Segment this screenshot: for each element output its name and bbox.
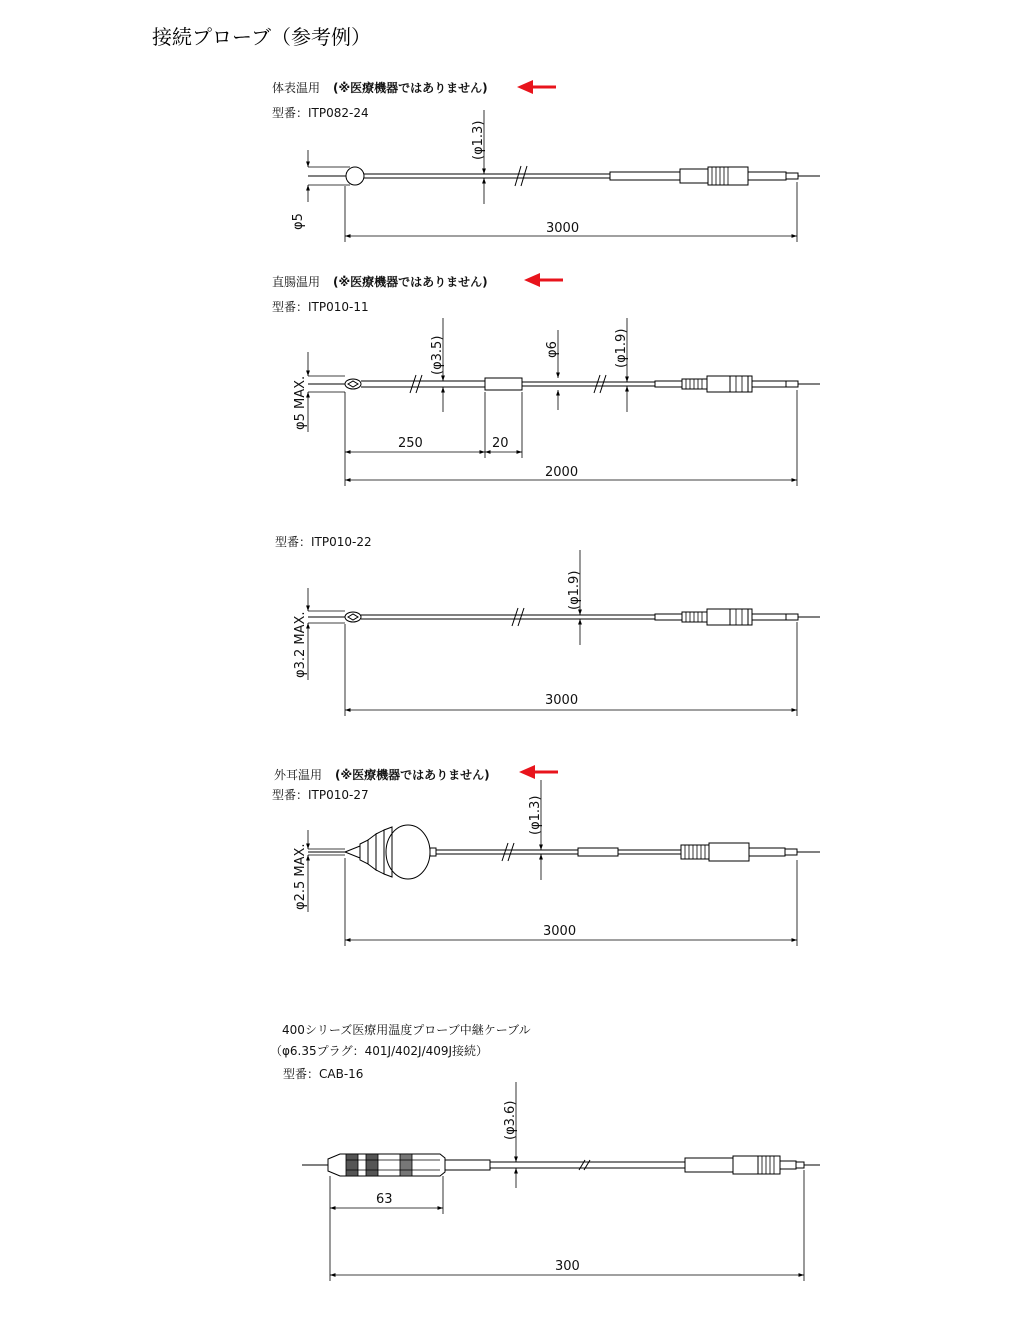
dimension-label: 3000 — [543, 924, 577, 939]
dimension-length — [345, 622, 797, 716]
warning-text: (※医療機器ではありません) — [335, 768, 490, 782]
dimension-cable-diameter — [567, 550, 582, 645]
probe-model: 型番：ITP082-24 — [272, 106, 369, 120]
probe-body — [308, 166, 820, 186]
dimension-label: (φ1.9) — [614, 328, 629, 368]
warning-text: (※医療機器ではありません) — [333, 275, 488, 289]
probe-model: 型番：ITP010-27 — [272, 788, 369, 802]
dimension-label: φ5 — [291, 213, 306, 230]
probe-body — [308, 825, 820, 879]
probe-usage: 体表温用 — [272, 81, 321, 95]
dimension-label: 20 — [492, 436, 509, 451]
dimension-tip-diameter — [293, 830, 345, 912]
probe-model: 型番：ITP010-11 — [272, 300, 369, 314]
arrow-left-icon — [517, 80, 556, 94]
dimension-length — [345, 858, 797, 946]
dimension-label: (φ3.6) — [503, 1100, 518, 1140]
cable-cab-16 — [270, 1022, 820, 1281]
probe-usage: 直腸温用 — [272, 275, 321, 289]
cable-description: 400シリーズ医療用温度プローブ中継ケーブル — [282, 1023, 531, 1037]
dimension-label: 3000 — [545, 693, 579, 708]
cable-model: 型番：CAB-16 — [283, 1067, 364, 1081]
probe-body — [308, 375, 820, 393]
dimension-cable-diameter — [614, 318, 629, 412]
cable-body — [302, 1154, 820, 1176]
dimension-label: φ6 — [545, 341, 560, 358]
cable-plug: （φ6.35プラグ：401J/402J/409J接続） — [270, 1044, 489, 1058]
dimension-cable-diameter — [471, 110, 486, 204]
dimension-label: 2000 — [545, 465, 579, 480]
dimension-plug-length — [330, 1176, 443, 1281]
dimension-label: (φ3.5) — [430, 335, 445, 375]
page-title: 接続プローブ（参考例） — [152, 25, 371, 49]
dimension-label: 3000 — [546, 221, 580, 236]
warning-text: (※医療機器ではありません) — [333, 81, 488, 95]
dimension-label: (φ1.3) — [471, 120, 486, 160]
dimension-label: φ5 MAX. — [293, 375, 308, 430]
probe-usage: 外耳温用 — [274, 768, 323, 782]
dimension-label: 300 — [555, 1259, 580, 1274]
dimension-sheath-diameter — [430, 318, 445, 412]
dimension-band-diameter — [545, 330, 560, 410]
probe-body — [308, 608, 820, 626]
dimension-label: (φ1.3) — [528, 795, 543, 835]
probe-itp010-11 — [272, 273, 820, 486]
probe-itp010-27 — [272, 765, 820, 946]
arrow-left-icon — [524, 273, 563, 287]
dimension-length — [345, 182, 797, 242]
dimension-label: φ2.5 MAX. — [293, 843, 308, 910]
probe-itp010-22 — [275, 534, 820, 716]
dimension-cable-diameter — [528, 780, 543, 880]
dimension-tip-diameter — [293, 352, 345, 432]
probe-model: 型番：ITP010-22 — [275, 535, 372, 549]
dimension-label: 250 — [398, 436, 423, 451]
dimension-label: 63 — [376, 1192, 393, 1207]
dimension-label: φ3.2 MAX. — [293, 611, 308, 678]
dimension-cable-diameter — [503, 1082, 518, 1188]
dimension-tip-diameter — [291, 150, 350, 230]
probe-itp082-24 — [272, 80, 820, 242]
dimension-length — [330, 1170, 804, 1281]
dimension-label: (φ1.9) — [567, 570, 582, 610]
arrow-left-icon — [519, 765, 558, 779]
dimension-segments — [345, 392, 522, 486]
dimension-tip-diameter — [293, 588, 345, 680]
